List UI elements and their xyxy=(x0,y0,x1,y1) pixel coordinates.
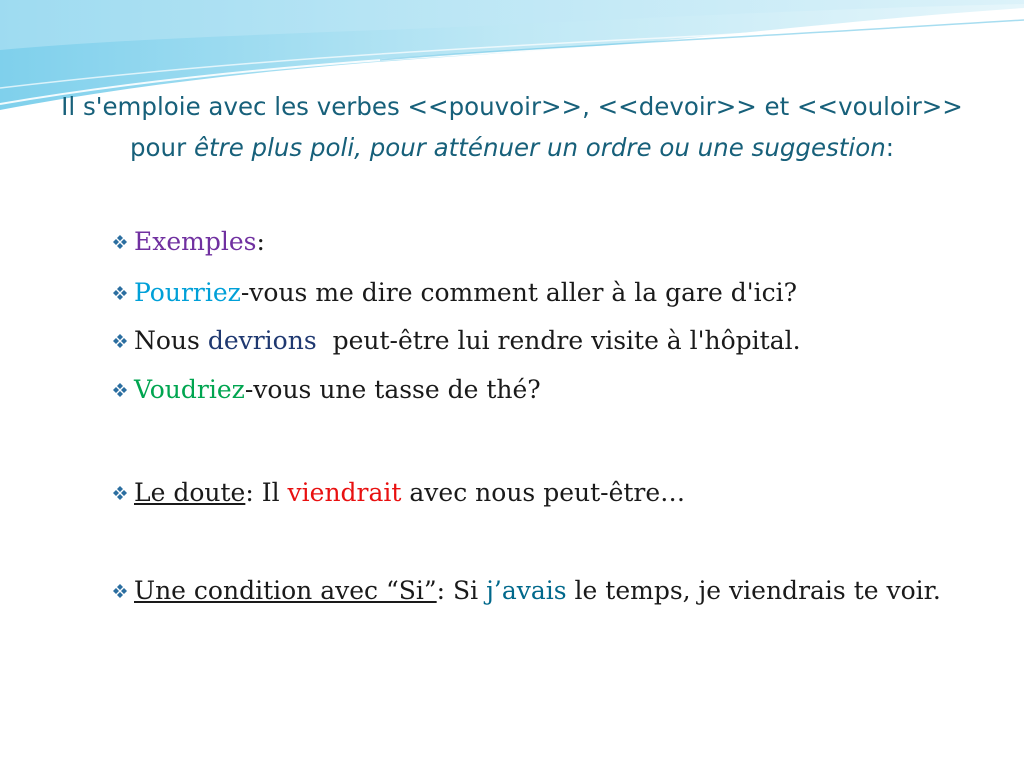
verb-javais: j’avais xyxy=(486,576,567,605)
slide-title xyxy=(60,86,964,168)
bullet-text: avec nous peut-être… xyxy=(401,478,686,507)
bullet-text: peut-être lui rendre visite à l'hôpital. xyxy=(316,326,801,355)
label-le-doute: Le doute xyxy=(134,478,246,507)
bullet-text: : Il xyxy=(245,478,288,507)
verb-pourriez: Pourriez xyxy=(134,278,241,307)
bullet-text: le temps, je viendrais te voir. xyxy=(566,576,941,605)
bullet-item-devrions xyxy=(106,321,966,361)
diamond-bullet-icon xyxy=(106,222,134,262)
diamond-bullet-icon xyxy=(106,571,134,611)
bullet-text: : Si xyxy=(436,576,487,605)
bullet-text: -vous une tasse de thé? xyxy=(244,375,541,404)
bullet-item-doute xyxy=(106,473,966,513)
diamond-bullet-icon xyxy=(106,321,134,361)
bullet-text: -vous me dire comment aller à la gare d'ici? xyxy=(240,278,797,307)
diamond-bullet-icon xyxy=(106,273,134,313)
title-italic-text: être plus poli, pour atténuer un ordre ou une suggestion xyxy=(193,133,886,162)
title-text: Il s'emploie avec les verbes <<pouvoir>>, <<devoir>> et <<vouloir>> pour xyxy=(61,92,963,162)
diamond-bullet-icon xyxy=(106,370,134,410)
verb-viendrait: viendrait xyxy=(287,478,402,507)
bullet-text: : xyxy=(256,227,265,256)
verb-voudriez: Voudriez xyxy=(134,375,245,404)
bullet-text: Nous xyxy=(134,326,208,355)
diamond-bullet-icon xyxy=(106,473,134,513)
bullet-item-pourriez xyxy=(106,273,966,313)
bullet-item-exemples xyxy=(106,222,966,262)
label-condition-si: Une condition avec “Si” xyxy=(134,576,437,605)
bullet-item-voudriez xyxy=(106,370,966,410)
title-end: : xyxy=(885,133,894,162)
bullet-item-condition xyxy=(106,571,966,611)
verb-devrions: devrions xyxy=(207,326,317,355)
label-exemples: Exemples xyxy=(134,227,257,256)
